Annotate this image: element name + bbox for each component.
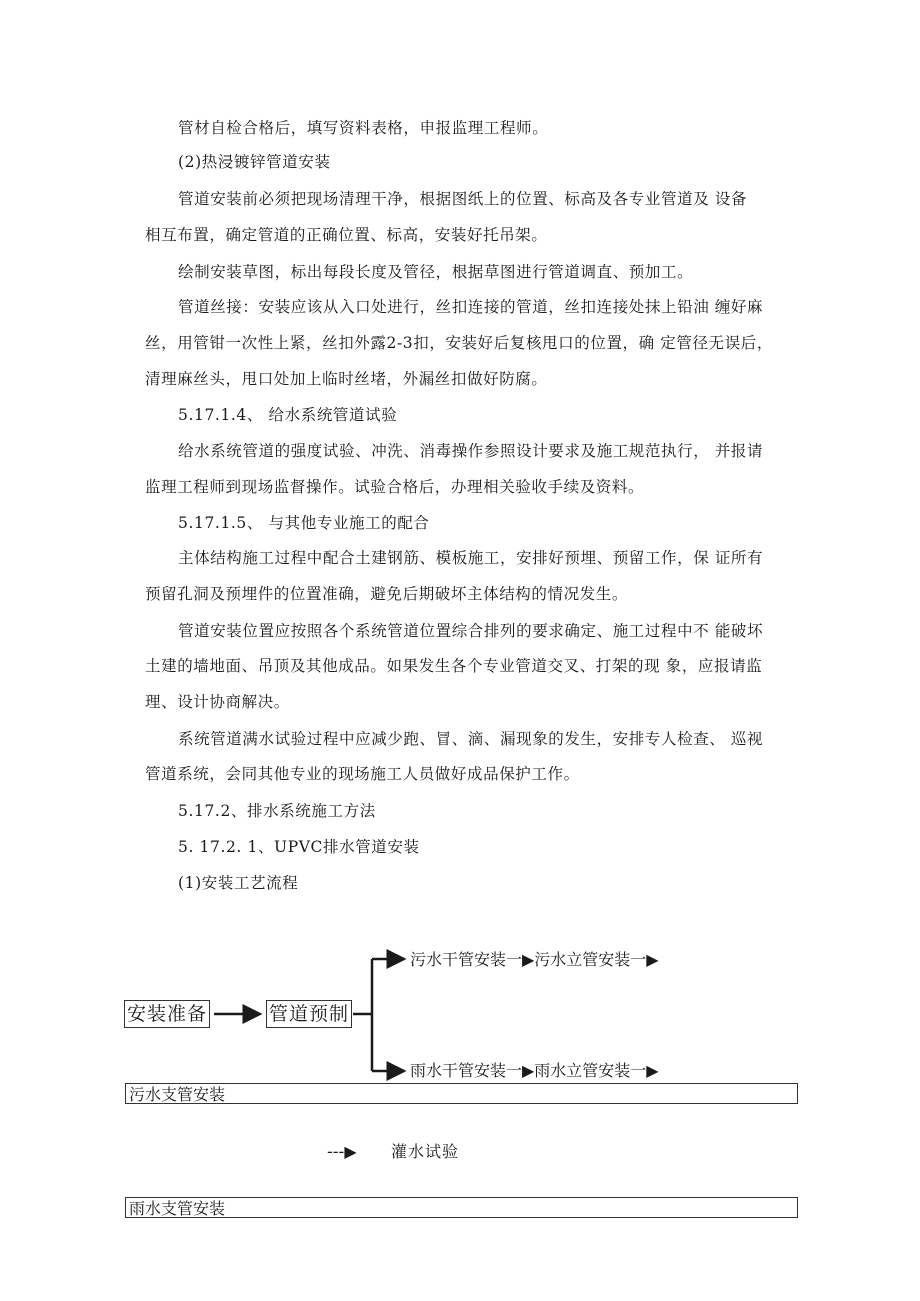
paragraph: 系统管道满水试验过程中应减少跑、冒、滴、漏现象的发生，安排专人检查、 巡视 xyxy=(178,730,764,748)
subheading: (1)安装工艺流程 xyxy=(178,874,299,892)
paragraph: 理、设计协商解决。 xyxy=(145,693,290,711)
rain-branch-steps: 雨水干管安装一▶雨水立管安装一▶ xyxy=(410,1061,659,1080)
paragraph: 相互布置，确定管道的正确位置、标高，安装好托吊架。 xyxy=(145,226,548,244)
paragraph: 绘制安装草图，标出每段长度及管径，根据草图进行管道调直、预加工。 xyxy=(178,263,694,281)
paragraph: 土建的墙地面、吊顶及其他成品。如果发生各个专业管道交叉、打架的现 象，应报请监 xyxy=(145,657,763,675)
paragraph: 监理工程师到现场监督操作。试验合格后，办理相关验收手续及资料。 xyxy=(145,478,645,496)
paragraph: 管道安装位置应按照各个系统管道位置综合排列的要求确定、施工过程中不 能破坏 xyxy=(178,622,764,640)
rain-branch-pipe-box: 雨水支管安装 xyxy=(125,1197,798,1218)
water-fill-test-label: 灌水试验 xyxy=(391,1142,460,1161)
test-arrow: ---▶ xyxy=(327,1142,357,1161)
paragraph: 丝，用管钳一次性上紧，丝扣外露2-3扣，安装好后复核甩口的位置，确 定管径无误后， xyxy=(145,334,773,352)
section-heading: 5.17.2、排水系统施工方法 xyxy=(178,802,376,820)
paragraph: 主体结构施工过程中配合土建钢筋、模板施工，安排好预埋、预留工作，保 证所有 xyxy=(178,549,764,567)
paragraph: 预留孔洞及预埋件的位置准确，避免后期破坏主体结构的情况发生。 xyxy=(145,585,629,603)
paragraph: 管道安装前必须把现场清理干净，根据图纸上的位置、标高及各专业管道及 设备 xyxy=(178,190,748,208)
section-heading: 5. 17.2. 1、UPVC排水管道安装 xyxy=(178,838,420,856)
subheading: (2)热浸镀锌管道安装 xyxy=(178,153,331,171)
sewage-branch-steps: 污水干管安装一▶污水立管安装一▶ xyxy=(410,950,659,969)
paragraph: 管材自检合格后，填写资料表格，申报监理工程师。 xyxy=(178,119,549,137)
paragraph: 清理麻丝头，甩口处加上临时丝堵，外漏丝扣做好防腐。 xyxy=(145,370,548,388)
section-heading: 5.17.1.4、 给水系统管道试验 xyxy=(178,406,398,424)
step-prepare-box: 安装准备 xyxy=(124,1000,210,1028)
paragraph: 给水系统管道的强度试验、冲洗、消毒操作参照设计要求及施工规范执行， 并报请 xyxy=(178,442,764,460)
sewage-branch-pipe-box: 污水支管安装 xyxy=(125,1083,798,1104)
paragraph: 管道系统，会同其他专业的现场施工人员做好成品保护工作。 xyxy=(145,765,580,783)
paragraph: 管道丝接：安装应该从入口处进行，丝扣连接的管道，丝扣连接处抹上铅油 缠好麻 xyxy=(178,298,764,316)
step-prefabricate-box: 管道预制 xyxy=(266,1000,352,1028)
section-heading: 5.17.1.5、 与其他专业施工的配合 xyxy=(178,514,430,532)
